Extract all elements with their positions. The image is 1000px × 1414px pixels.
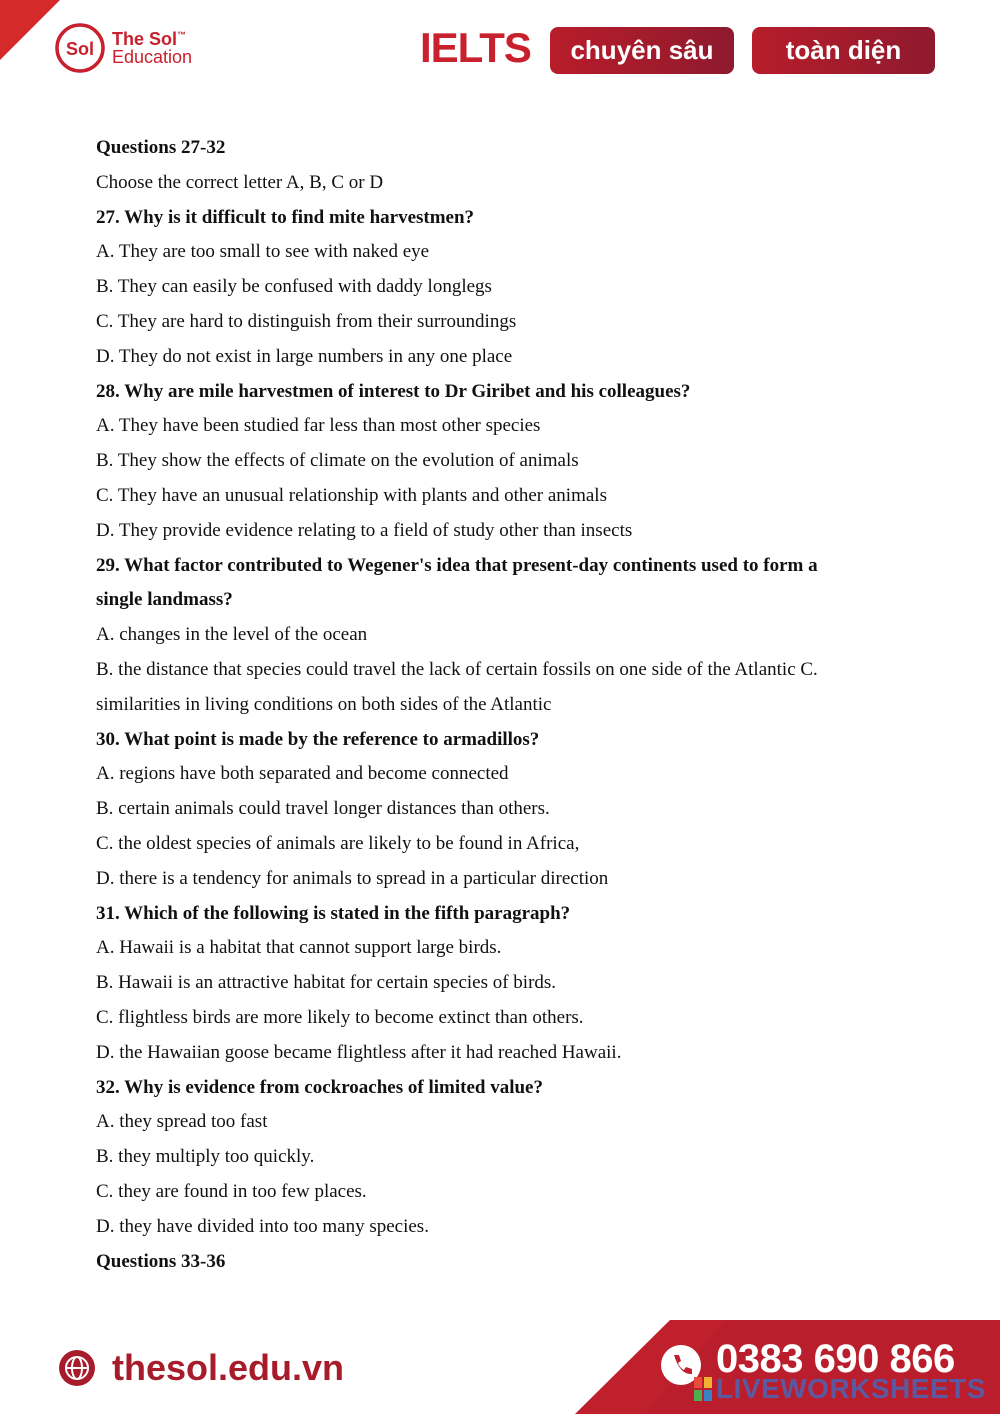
option-27-b[interactable]: B. They can easily be confused with daddy longlegs (96, 276, 492, 298)
globe-icon (58, 1349, 96, 1387)
question-28: 28. Why are mile harvestmen of interest to Dr Giribet and his colleagues? (96, 380, 691, 402)
logo-glyph: Sol (65, 39, 95, 59)
question-29-line1: 29. What factor contributed to Wegener's idea that present-day continents used to form a (96, 554, 818, 576)
option-27-a[interactable]: A. They are too small to see with naked eye (96, 241, 430, 263)
option-28-a[interactable]: A. They have been studied far less than most other species (96, 415, 541, 437)
option-32-b[interactable]: B. they multiply too quickly. (96, 1146, 315, 1168)
option-30-b[interactable]: B. certain animals could travel longer distances than others. (96, 798, 550, 820)
option-32-d[interactable]: D. they have divided into too many species. (96, 1215, 429, 1237)
question-31: 31. Which of the following is stated in the fifth paragraph? (96, 902, 571, 924)
badge-toan-dien: toàn diện (752, 27, 935, 74)
option-28-b[interactable]: B. They show the effects of climate on the evolution of animals (96, 450, 579, 472)
watermark-text: LIVEWORKSHEETS (716, 1373, 986, 1404)
badge-chuyen-sau: chuyên sâu (550, 27, 734, 74)
sol-logo-icon (54, 22, 106, 74)
question-30: 30. What point is made by the reference to armadillos? (96, 728, 540, 750)
liveworksheets-watermark (694, 1373, 986, 1405)
section-heading-next: Questions 33-36 (96, 1250, 226, 1272)
website-url[interactable]: thesol.edu.vn (112, 1347, 345, 1388)
option-31-d[interactable]: D. the Hawaiian goose became flightless after it had reached Hawaii. (96, 1041, 622, 1063)
option-30-d[interactable]: D. there is a tendency for animals to spread in a particular direction (96, 867, 609, 889)
website-link[interactable] (58, 1347, 344, 1389)
question-27: 27. Why is it difficult to find mite harvestmen? (96, 206, 475, 228)
exam-title: IELTS (420, 24, 531, 71)
option-27-c[interactable]: C. They are hard to distinguish from their surroundings (96, 310, 517, 332)
option-27-d[interactable]: D. They do not exist in large numbers in any one place (96, 345, 513, 367)
instruction: Choose the correct letter A, B, C or D (96, 171, 384, 193)
phone-number[interactable]: 0383 690 866 (716, 1337, 955, 1381)
option-29-b-line1[interactable]: B. the distance that species could travel the lack of certain fossils on one side of the Atlantic C. (96, 658, 818, 680)
option-31-c[interactable]: C. flightless birds are more likely to become extinct than others. (96, 1006, 584, 1028)
brand-logo[interactable] (54, 22, 192, 74)
question-29-line2: single landmass? (96, 589, 233, 611)
option-28-c[interactable]: C. They have an unusual relationship with plants and other animals (96, 484, 607, 506)
option-31-b[interactable]: B. Hawaii is an attractive habitat for certain species of birds. (96, 972, 557, 994)
section-heading: Questions 27-32 (96, 137, 226, 158)
option-31-a[interactable]: A. Hawaii is a habitat that cannot support large birds. (96, 937, 502, 959)
question-32: 32. Why is evidence from cockroaches of limited value? (96, 1076, 543, 1098)
option-29-b-line2[interactable]: similarities in living conditions on both sides of the Atlantic (96, 693, 552, 715)
brand-subtitle: Education (112, 47, 193, 67)
liveworksheets-icon (694, 1377, 712, 1401)
option-32-c[interactable]: C. they are found in too few places. (96, 1180, 367, 1202)
corner-accent (0, 0, 60, 60)
option-32-a[interactable]: A. they spread too fast (96, 1111, 268, 1133)
option-30-c[interactable]: C. the oldest species of animals are likely to be found in Africa, (96, 832, 580, 854)
option-28-d[interactable]: D. They provide evidence relating to a field of study other than insects (96, 519, 633, 541)
trademark: ™ (177, 30, 187, 40)
option-29-a[interactable]: A. changes in the level of the ocean (96, 624, 368, 646)
brand-name: The Sol (112, 29, 178, 49)
worksheet-body (96, 131, 896, 1279)
option-30-a[interactable]: A. regions have both separated and become connected (96, 763, 509, 785)
